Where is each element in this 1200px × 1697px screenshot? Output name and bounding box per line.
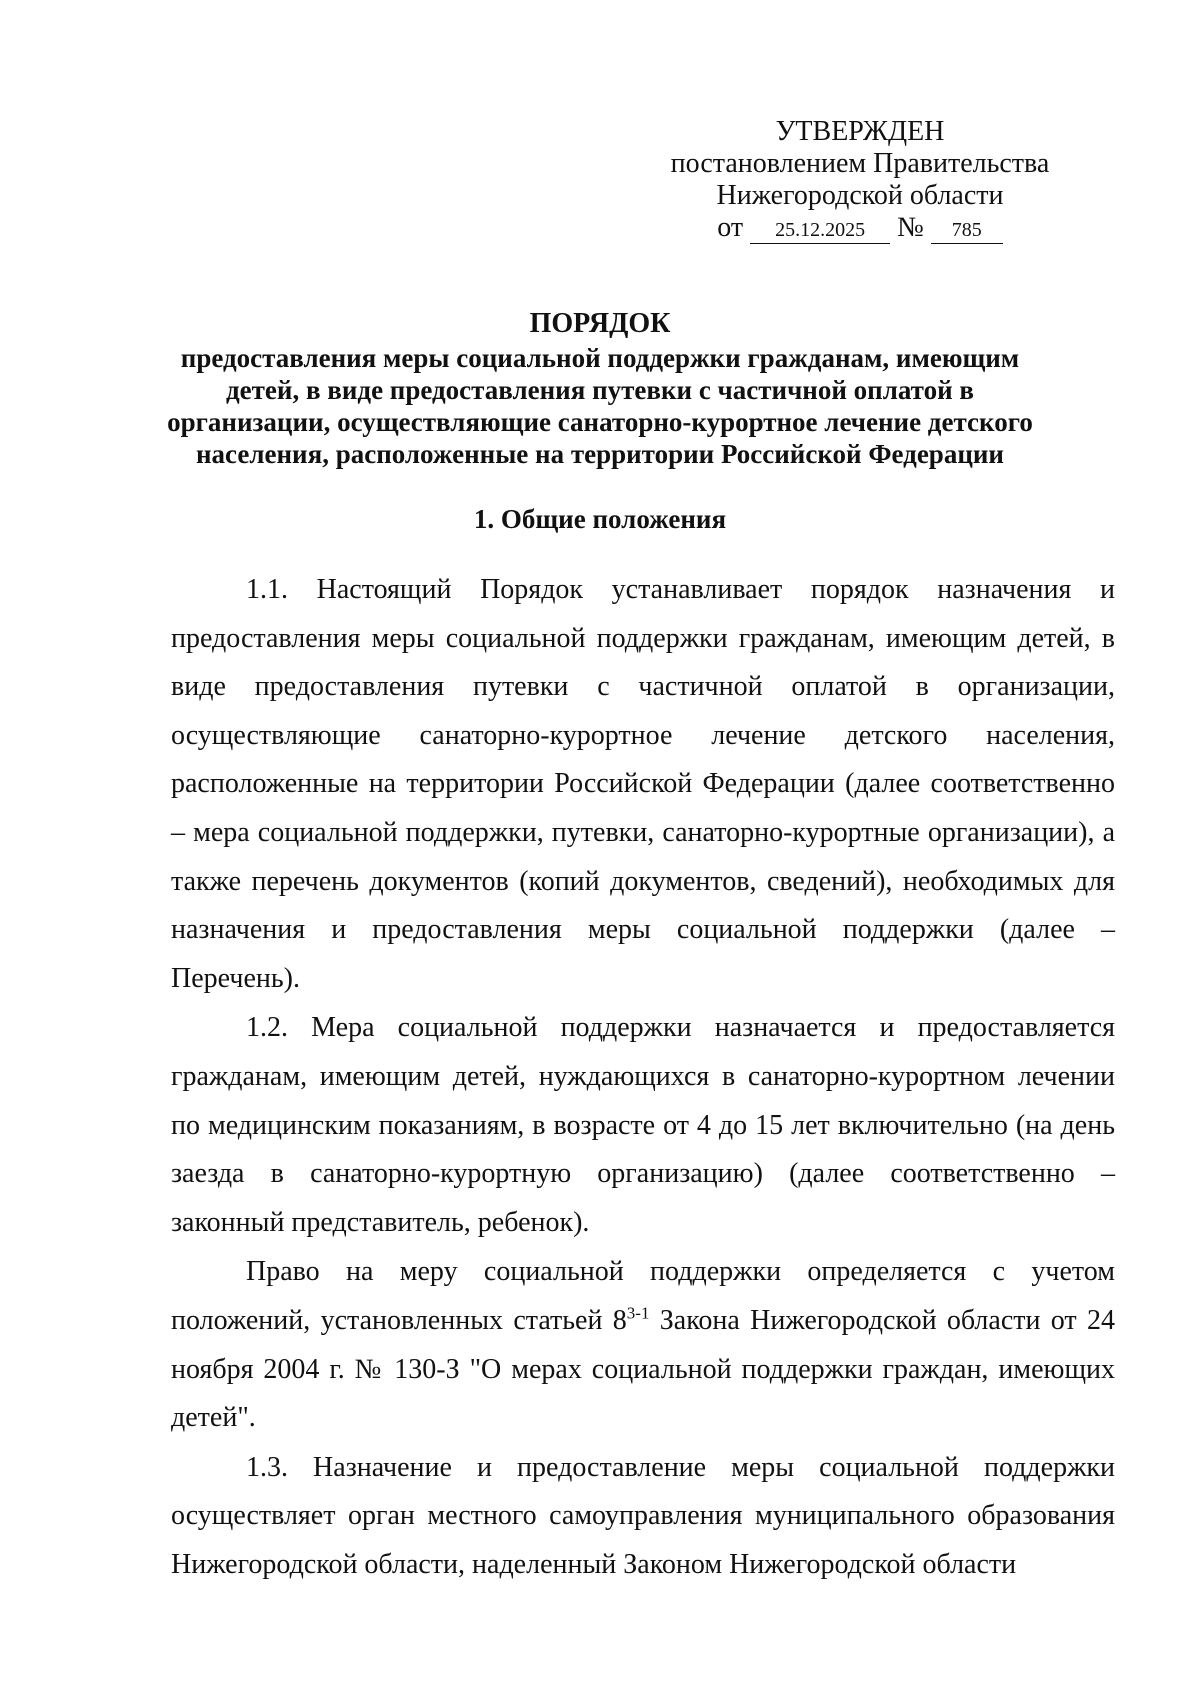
article-superscript: 3-1 bbox=[626, 1303, 650, 1323]
section-heading: 1. Общие положения bbox=[473, 504, 727, 534]
document-body bbox=[171, 566, 1115, 1589]
approval-line-1: постановлением Правительства bbox=[670, 148, 1050, 179]
paragraph-1-3: 1.3. Назначение и предоставление меры социальной поддержки осуществляет орган местного самоуправления муниципального образования Нижегородской области, наделенный Законом Нижегородской области bbox=[171, 1451, 1115, 1580]
paragraph-1-1: 1.1. Настоящий Порядок устанавливает порядок назначения и предоставления меры социальной поддержки гражданам, имеющим детей, в виде предоставления путевки с частичной оплатой в организации, осуществляющие санаторно-курортное лечение детского населения, расположенные на территории Российской Федерации (далее соответственно – мера социальной поддержки, путевки, санаторно-курортные организации), а также перечень документов (копий документов, сведений), необходимых для назначения и предоставления меры социальной поддержки (далее – Перечень). bbox=[171, 574, 1115, 994]
document-title-block bbox=[160, 308, 1040, 470]
approval-number: 785 bbox=[931, 217, 1003, 244]
approval-stamp bbox=[600, 116, 1120, 244]
approval-date-line bbox=[600, 212, 1120, 244]
approval-date: 25.12.2025 bbox=[750, 217, 890, 244]
approval-title: УТВЕРЖДЕН bbox=[775, 116, 945, 147]
date-prefix: от bbox=[717, 212, 744, 243]
approval-line-2: Нижегородской области bbox=[716, 180, 1004, 211]
paragraph-right-text-2: Закона Нижегородской области от 24 ноября 2004 г. № 130-З "О мерах социальной поддержки граждан, имеющих детей". bbox=[171, 1304, 1115, 1434]
document-subtitle: предоставления меры социальной поддержки гражданам, имеющим детей, в виде предоставления путевки с частичной оплатой в организации, осуществляющие санаторно-курортное лечение детского населения, расположенные на территории Российской Федерации bbox=[167, 343, 1033, 469]
paragraph-right bbox=[171, 1248, 1115, 1442]
paragraph-1-2: 1.2. Мера социальной поддержки назначается и предоставляется гражданам, имеющим детей, нуждающихся в санаторно-курортном лечении по медицинским показаниям, в возрасте от 4 до 15 лет включительно (на день заезда в санаторно-курортную организацию) (далее соответственно – законный представитель, ребенок). bbox=[171, 1012, 1115, 1238]
document-title: ПОРЯДОК bbox=[529, 308, 671, 339]
paragraph-right-text-1: Право на меру социальной поддержки определяется с учетом положений, установленных статьей 8 bbox=[171, 1256, 1115, 1336]
number-sign: № bbox=[897, 212, 924, 243]
